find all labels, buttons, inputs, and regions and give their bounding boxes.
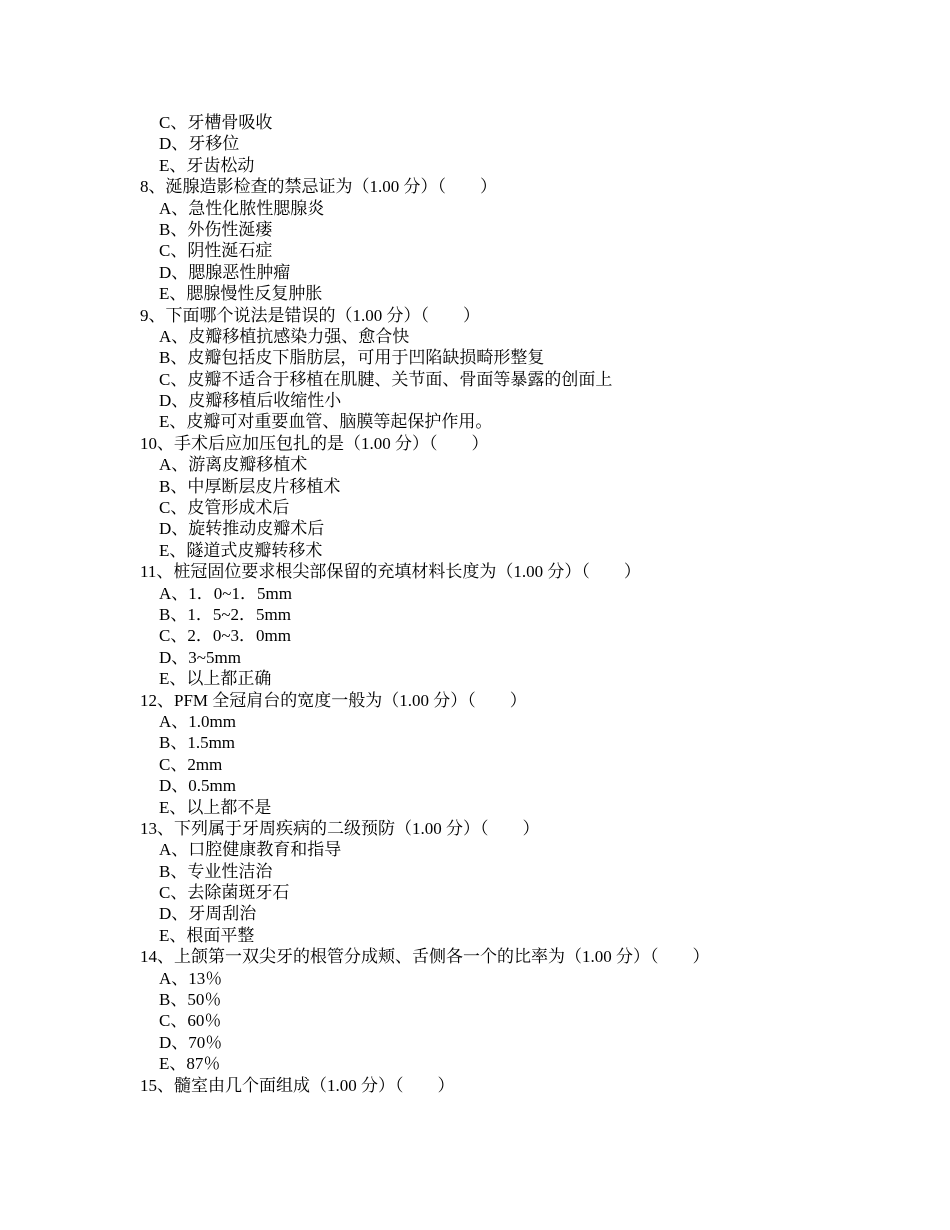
question-text: 13、下列属于牙周疾病的二级预防（1.00 分）（ ） xyxy=(140,818,540,838)
answer-option: E、腮腺慢性反复肿胀 xyxy=(159,284,323,304)
answer-option: A、1.0mm xyxy=(159,711,236,731)
answer-option: B、专业性洁治 xyxy=(159,861,273,881)
answer-option: B、1.5mm xyxy=(159,733,236,753)
answer-option: B、皮瓣包括皮下脂肪层，可用于凹陷缺损畸形整复 xyxy=(159,348,545,368)
answer-option: B、50％ xyxy=(159,990,222,1010)
answer-option: C、去除菌斑牙石 xyxy=(159,883,290,903)
answer-option: E、皮瓣可对重要血管、脑膜等起保护作用。 xyxy=(159,412,493,432)
answer-option: C、60％ xyxy=(159,1011,222,1031)
answer-option: B、1．5~2．5mm xyxy=(159,604,291,624)
answer-option: E、牙齿松动 xyxy=(159,155,255,175)
answer-option: E、以上都不是 xyxy=(159,797,272,817)
answer-option: C、阴性涎石症 xyxy=(159,241,273,261)
question-text: 8、涎腺造影检查的禁忌证为（1.00 分）（ ） xyxy=(140,177,497,197)
answer-option: A、1．0~1．5mm xyxy=(159,583,292,603)
question-text: 15、髓室由几个面组成（1.00 分）（ ） xyxy=(140,1075,455,1095)
answer-option: E、根面平整 xyxy=(159,925,255,945)
answer-option: D、3~5mm xyxy=(159,647,241,667)
answer-option: C、牙槽骨吸收 xyxy=(159,113,273,132)
answer-option: A、游离皮瓣移植术 xyxy=(159,455,308,475)
question-text: 12、PFM 全冠肩台的宽度一般为（1.00 分）（ ） xyxy=(140,690,527,710)
answer-option: B、外伤性涎瘘 xyxy=(159,219,273,239)
answer-option: C、皮瓣不适合于移植在肌腱、关节面、骨面等暴露的创面上 xyxy=(159,369,613,389)
answer-option: E、隧道式皮瓣转移术 xyxy=(159,540,323,560)
answer-option: D、旋转推动皮瓣术后 xyxy=(159,519,325,539)
answer-option: D、0.5mm xyxy=(159,776,236,796)
question-text: 14、上颌第一双尖牙的根管分成颊、舌侧各一个的比率为（1.00 分）（ ） xyxy=(140,947,710,967)
question-text: 11、桩冠固位要求根尖部保留的充填材料长度为（1.00 分）（ ） xyxy=(140,562,641,582)
answer-option: B、中厚断层皮片移植术 xyxy=(159,476,341,496)
answer-option: C、2mm xyxy=(159,754,223,774)
answer-option: D、70％ xyxy=(159,1032,223,1052)
answer-option: D、牙周刮治 xyxy=(159,904,257,924)
answer-option: C、2．0~3．0mm xyxy=(159,626,291,646)
answer-option: D、牙移位 xyxy=(159,134,240,154)
answer-option: D、腮腺恶性肿瘤 xyxy=(159,262,291,282)
answer-option: D、皮瓣移植后收缩性小 xyxy=(159,391,342,411)
answer-option: A、口腔健康教育和指导 xyxy=(159,840,342,860)
answer-option: E、以上都正确 xyxy=(159,669,272,689)
answer-option: E、87％ xyxy=(159,1054,221,1074)
answer-option: A、急性化脓性腮腺炎 xyxy=(159,198,325,218)
answer-option: A、13％ xyxy=(159,968,223,988)
question-text: 9、下面哪个说法是错误的（1.00 分）（ ） xyxy=(140,305,480,325)
question-text: 10、手术后应加压包扎的是（1.00 分）（ ） xyxy=(140,433,489,453)
answer-option: C、皮管形成术后 xyxy=(159,498,290,518)
answer-option: A、皮瓣移植抗感染力强、愈合快 xyxy=(159,326,410,346)
document-page xyxy=(0,112,950,1096)
